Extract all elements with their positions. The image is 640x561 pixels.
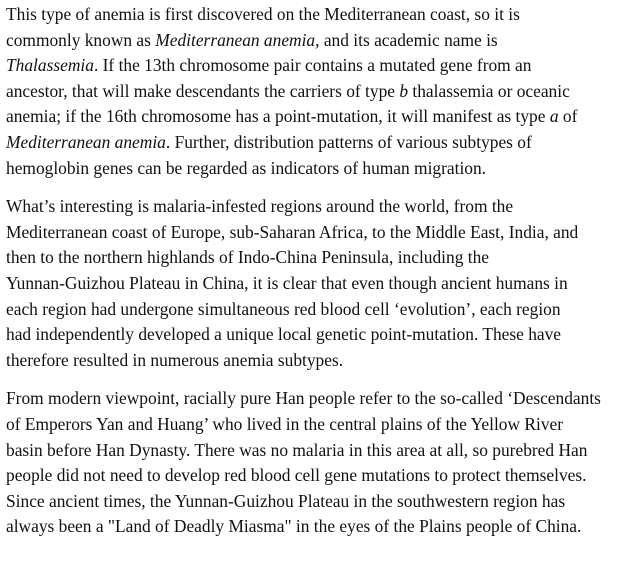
paragraph-1	[6, 2, 622, 181]
text-line: hemoglobin genes can be regarded as indicators of human migration.	[6, 157, 487, 178]
text-line: Yunnan-Guizhou Plateau in China, it is clear that even though ancient humans in	[6, 272, 568, 293]
text-line: commonly known as Mediterranean anemia, and its academic name is	[6, 29, 498, 50]
text-line: of Emperors Yan and Huang’ who lived in the central plains of the Yellow River	[6, 413, 564, 434]
text-line: always been a "Land of Deadly Miasma" in the eyes of the Plains people of China.	[6, 516, 582, 537]
text-line: ancestor, that will make descendants the carriers of type b thalassemia or oceanic	[6, 80, 570, 101]
text-line: What’s interesting is malaria-infested regions around the world, from the	[6, 196, 514, 217]
text-line: therefore resulted in numerous anemia subtypes.	[6, 349, 344, 370]
text-line: Since ancient times, the Yunnan-Guizhou Plateau in the southwestern region has	[6, 490, 566, 511]
paragraph-3	[6, 386, 622, 540]
paragraph-2	[6, 194, 622, 373]
text-line: anemia; if the 16th chromosome has a point-mutation, it will manifest as type a of	[6, 106, 578, 127]
text-line: From modern viewpoint, racially pure Han people refer to the so-called ‘Descendants	[6, 388, 601, 409]
text-line: each region had undergone simultaneous red blood cell ‘evolution’, each region	[6, 298, 561, 319]
text-line: had independently developed a unique local genetic point-mutation. These have	[6, 324, 562, 345]
text-line: then to the northern highlands of Indo-China Peninsula, including the	[6, 247, 489, 268]
text-line: Mediterranean coast of Europe, sub-Saharan Africa, to the Middle East, India, and	[6, 221, 579, 242]
text-line: basin before Han Dynasty. There was no malaria in this area at all, so purebred Han	[6, 439, 588, 460]
text-line: Mediterranean anemia. Further, distribution patterns of various subtypes of	[6, 131, 532, 152]
text-line: Thalassemia. If the 13th chromosome pair contains a mutated gene from an	[6, 55, 532, 76]
text-line: people did not need to develop red blood cell gene mutations to protect themselves.	[6, 465, 587, 486]
text-line: This type of anemia is first discovered on the Mediterranean coast, so it is	[6, 4, 520, 24]
